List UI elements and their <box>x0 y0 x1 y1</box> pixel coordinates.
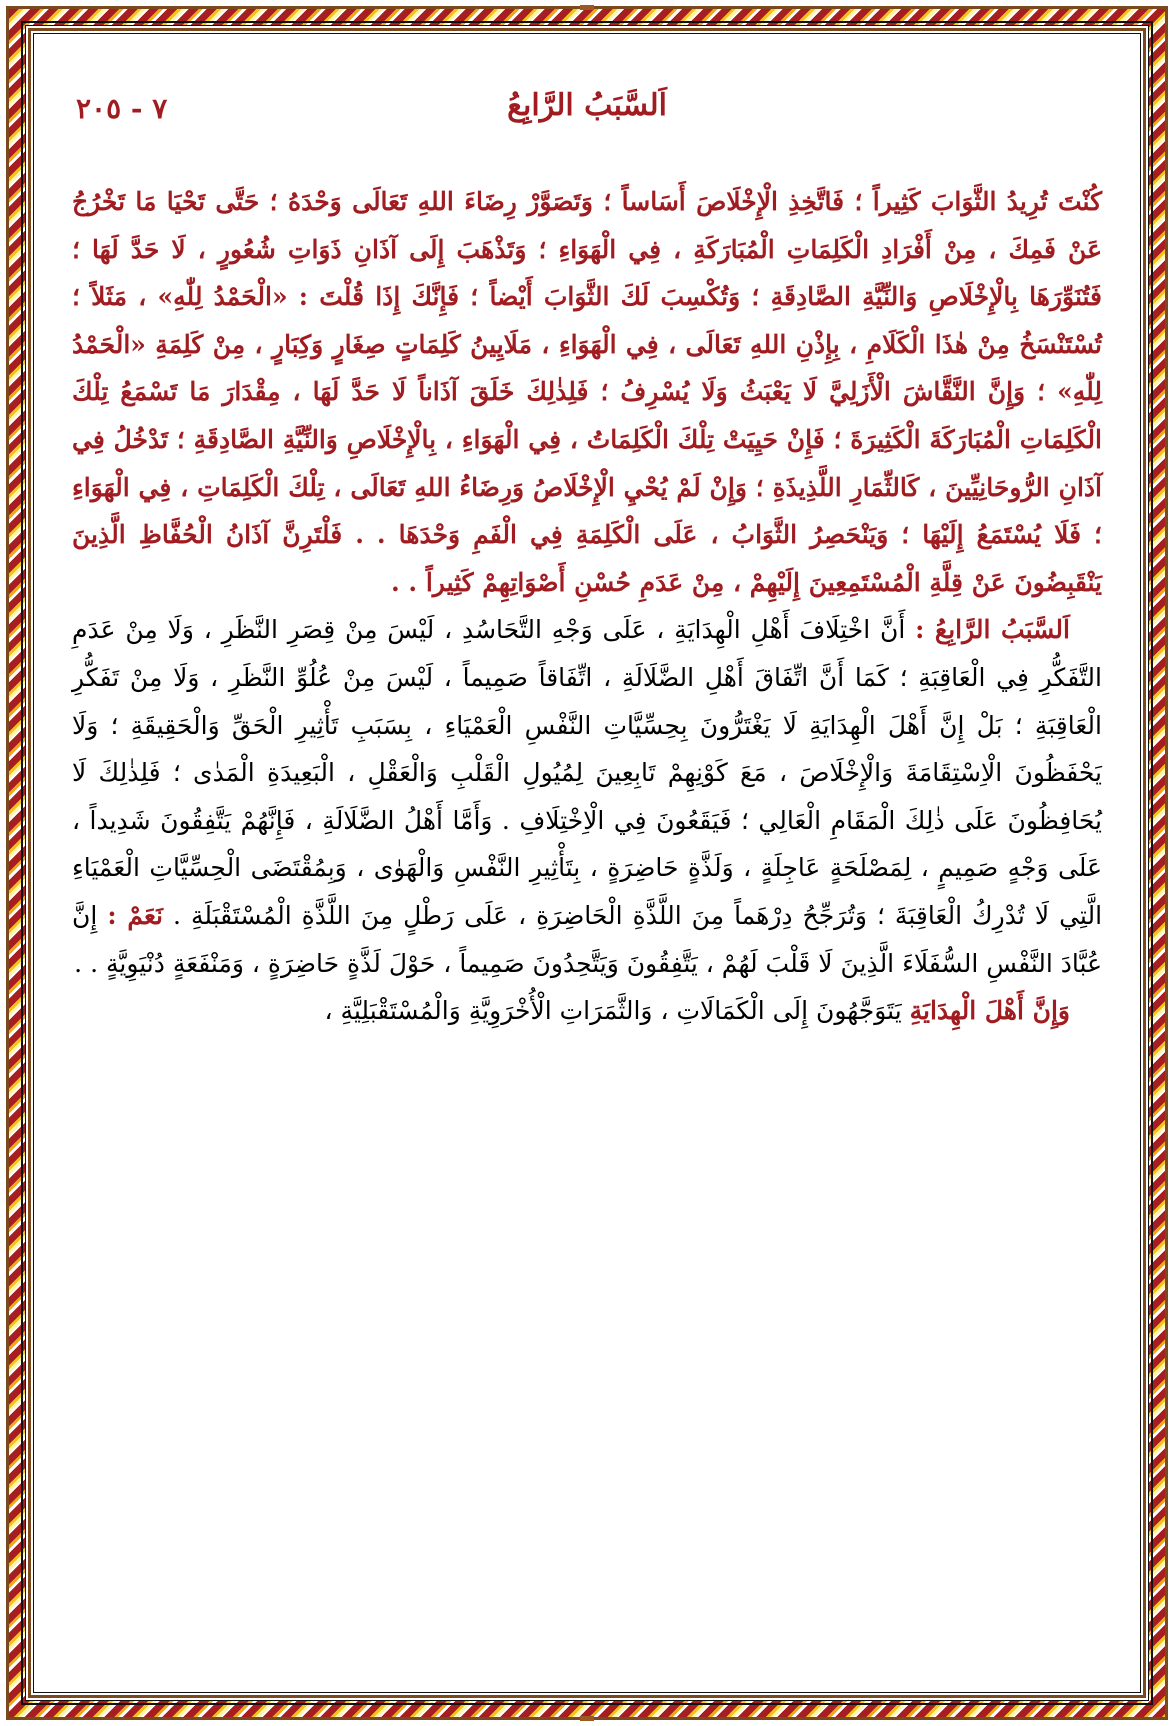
paragraph-1-text: كُنْتَ تُرِيدُ الثَّوَابَ كَثِيراً ؛ فَاتَّخِذِ الْإِخْلَاصَ أَسَاساً ؛ وَتَصَوَّرْ رِضَاءَ اللهِ تَعَالَى وَحْدَهُ ؛ حَتَّى تَحْيَا مَا تَخْرُجُ عَنْ فَمِكَ ، مِنْ أَفْرَادِ الْكَلِمَاتِ الْمُبَارَكَةِ ، فِي الْهَوَاءِ ؛ وَتَذْهَبَ إِلَى آذَانِ ذَوَاتِ شُعُورٍ ، لَا حَدَّ لَهَا ؛ فَتُنَوِّرَهَا بِالْإِخْلَاصِ وَالنِّيَّةِ الصَّادِقَةِ ؛ وَتُكْسِبَ لَكَ الثَّوَابَ أَيْضاً ؛ فَإِنَّكَ إِذَا قُلْتَ : «الْحَمْدُ لِلّٰهِ» ، مَثَلاً ؛ تُسْتَنْسَخُ مِنْ هٰذَا الْكَلَامِ ، بِإِذْنِ اللهِ تَعَالَى ، فِي الْهَوَاءِ ، مَلَايِينُ كَلِمَاتٍ صِغَارٍ وَكِبَارٍ ، مِنْ كَلِمَةِ «الْحَمْدُ لِلّٰهِ» ؛ وَإِنَّ النَّقَّاشَ الْأَزَلِيَّ لَا يَعْبَثُ وَلَا يُسْرِفُ ؛ فَلِذٰلِكَ خَلَقَ آذَاناً لَا حَدَّ لَهَا ، مِقْدَارَ مَا تَسْمَعُ تِلْكَ الْكَلِمَاتِ الْمُبَارَكَةَ الْكَثِيرَةَ ؛ فَإِنْ حَيِيَتْ تِلْكَ الْكَلِمَاتُ ، فِي الْهَوَاءِ ، بِالْإِخْلَاصِ وَالنِّيَّةِ الصَّادِقَةِ ؛ تَدْخُلُ فِي آذَانِ الرُّوحَانِيِّينَ ، كَالثِّمَارِ اللَّذِيذَةِ ؛ وَإِنْ لَمْ يُحْيِ الْإِخْلَاصُ وَرِضَاءُ اللهِ تَعَالَى ، تِلْكَ الْكَلِمَاتِ ، فِي الْهَوَاءِ ؛ فَلَا يُسْتَمَعُ إِلَيْهَا ؛ وَيَنْحَصِرُ الثَّوَابُ ، عَلَى الْكَلِمَةِ فِي الْفَمِ وَحْدَهَا . . فَلْتَرِنَّ آذَانُ الْحُفَّاظِ الَّذِينَ يَنْقَبِضُونَ عَنْ قِلَّةِ الْمُسْتَمِعِينَ إِلَيْهِمْ ، مِنْ عَدَمِ حُسْنِ أَصْوَاتِهِمْ كَثِيراً . . <box>72 187 1102 597</box>
border-center-ornament-top <box>580 5 594 10</box>
page-title: اَلسَّبَبُ الرَّابِعُ <box>507 88 667 123</box>
page-content <box>72 80 1102 1666</box>
paragraph-2 <box>72 606 1102 987</box>
paragraph-3 <box>72 987 1102 1035</box>
paragraph-1 <box>72 178 1102 606</box>
paragraph-3-text: يَتَوَجَّهُونَ إِلَى الْكَمَالَاتِ ، وَالثَّمَرَاتِ الْأُخْرَوِيَّةِ وَالْمُسْتَقْبَلِيَّةِ ، <box>324 996 902 1026</box>
page-header <box>72 80 1102 140</box>
emphasis-naam: نَعَمْ : <box>107 900 163 930</box>
section-heading-inline: اَلسَّبَبُ الرَّابِعُ : <box>915 615 1070 645</box>
paragraph-2-text: أَنَّ اخْتِلَافَ أَهْلِ الْهِدَايَةِ ، عَلَى وَجْهِ التَّحَاسُدِ ، لَيْسَ مِنْ قِصَرِ النَّظَرِ ، وَلَا مِنْ عَدَمِ التَّفَكُّرِ فِي الْعَاقِبَةِ ؛ كَمَا أَنَّ اتِّفَاقَ أَهْلِ الضَّلَالَةِ ، اتِّفَاقاً صَمِيماً ، لَيْسَ مِنْ عُلُوِّ النَّظَرِ ، وَلَا مِنْ تَفَكُّرِ الْعَاقِبَةِ ؛ بَلْ إِنَّ أَهْلَ الْهِدَايَةِ لَا يَغْتَرُّونَ بِحِسِّيَّاتِ النَّفْسِ الْعَمْيَاءِ ، بِسَبَبِ تَأْثِيرِ الْحَقِّ وَالْحَقِيقَةِ ؛ وَلَا يَحْفَظُونَ الْاِسْتِقَامَةَ وَالْإِخْلَاصَ ، مَعَ كَوْنِهِمْ تَابِعِينَ لِمُيُولِ الْقَلْبِ وَالْعَقْلِ ، الْبَعِيدَةِ الْمَدٰى ؛ فَلِذٰلِكَ لَا يُحَافِظُونَ عَلَى ذٰلِكَ الْمَقَامِ الْعَالِي ؛ فَيَقَعُونَ فِي الْاِخْتِلَافِ . وَأَمَّا أَهْلُ الضَّلَالَةِ ، فَإِنَّهُمْ يَتَّفِقُونَ شَدِيداً ، عَلَى وَجْهٍ صَمِيمٍ ، لِمَصْلَحَةٍ عَاجِلَةٍ ، وَلَذَّةٍ حَاضِرَةٍ ، بِتَأْثِيرِ النَّفْسِ وَالْهَوٰى ، وَبِمُقْتَضَى الْحِسِّيَّاتِ الْعَمْيَاءِ الَّتِي لَا تُدْرِكُ الْعَاقِبَةَ ؛ وَتُرَجِّحُ دِرْهَماً مِنَ اللَّذَّةِ الْحَاضِرَةِ ، عَلَى رَطْلٍ مِنَ اللَّذَّةِ الْمُسْتَقْبَلَةِ . <box>72 615 1103 930</box>
page-number: ٧ - ٢٠٥ <box>76 92 168 125</box>
border-center-ornament-bottom <box>580 1716 594 1721</box>
paragraph-3-lead: وَإِنَّ أَهْلَ الْهِدَايَةِ <box>909 996 1070 1026</box>
paragraph-2-tail: إِنَّ عُبَّادَ النَّفْسِ السُّفَلَاءَ الَّذِينَ لَا قَلْبَ لَهُمْ ، يَتَّفِقُونَ وَيَتَّحِدُونَ صَمِيماً ، حَوْلَ لَذَّةٍ حَاضِرَةٍ ، وَمَنْفَعَةٍ دُنْيَوِيَّةٍ . . <box>72 900 1102 978</box>
body-text <box>72 178 1102 1035</box>
